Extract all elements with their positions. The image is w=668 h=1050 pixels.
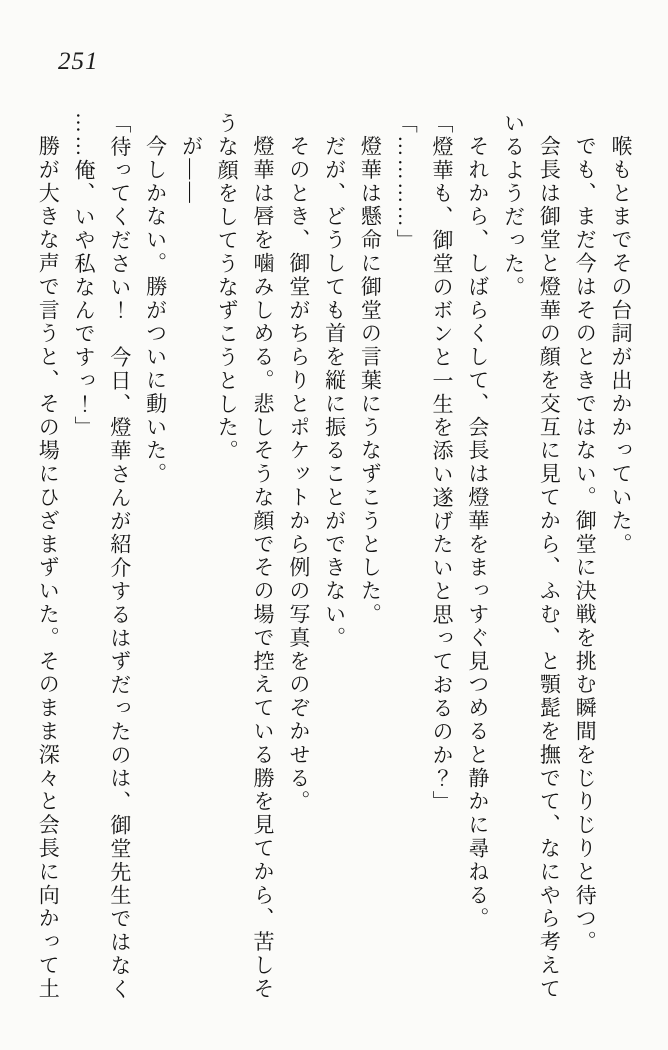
vertical-text-block	[28, 112, 638, 1008]
text-line: が——	[179, 135, 204, 206]
text-line: 勝が大きな声で言うと、その場にひざまずいた。そのまま深々と会長に向かって土	[36, 135, 61, 1002]
text-line: 「待ってください！ 今日、燈華さんが紹介するはずだったのは、御堂先生ではなく	[107, 112, 132, 1002]
text-line: それから、しばらくして、会長は燈華をまっすぐ見つめると静かに尋ねる。	[465, 135, 490, 931]
text-line: うな顔をしてうなずこうとした。	[215, 112, 240, 463]
page-number: 251	[58, 48, 99, 75]
text-line: でも、まだ今はそのときではない。御堂に決戦を挑む瞬間をじりじりと待つ。	[573, 135, 598, 955]
text-line: だが、どうしても首を縦に振ることができない。	[322, 135, 347, 651]
text-line: 「燈華も、御堂のボンと一生を添い遂げたいと思っておるのか？」	[430, 112, 455, 814]
text-line: 喉もとまでその台詞が出かかっていた。	[609, 135, 633, 557]
text-line: そのとき、御堂がちらりとポケットから例の写真をのぞかせる。	[286, 135, 311, 814]
text-line: 燈華は懸命に御堂の言葉にうなずこうとした。	[358, 135, 383, 627]
text-line: 「…………」	[394, 112, 419, 253]
text-line: 会長は御堂と燈華の顔を交互に見てから、ふむ、と顎髭を撫でて、なにやら考えて	[537, 135, 562, 1002]
text-line: ……俺、いや私なんですっ！」	[72, 112, 97, 440]
text-line: いるようだった。	[501, 112, 526, 300]
text-line: 今しかない。勝がついに動いた。	[143, 135, 168, 487]
text-line: 燈華は唇を噛みしめる。悲しそうな顔でその場で控えている勝を見てから、苦しそ	[251, 135, 276, 1002]
